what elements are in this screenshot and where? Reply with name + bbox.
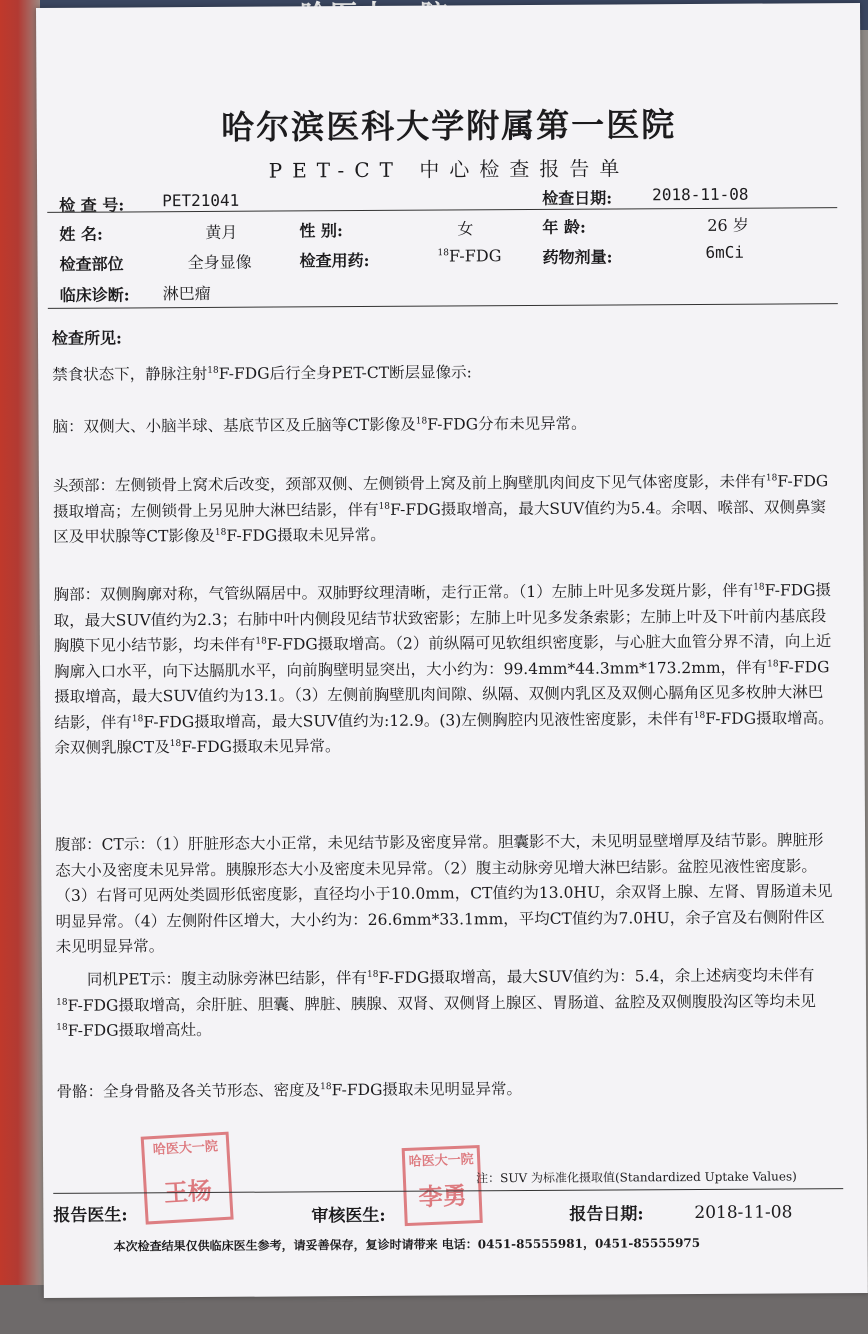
- doctor-seal-name: 王杨: [163, 1176, 213, 1208]
- report-date-label: 报告日期:: [569, 1204, 644, 1225]
- exam-date-label: 检查日期:: [542, 188, 613, 208]
- findings-abdomen: 腹部：CT示：（1）肝脏形态大小正常，未见结节影及密度异常。胆囊影不大，未见明显壁增厚及结节影。脾脏形态大小及密度未见异常。胰腺形态大小及密度未见异常。（2）腹主动脉旁见增大淋巴结影。盆腔见液性密度影。（3）右肾可见两处类圆形低密度影，直径均小于10.0mm，CT值约为13.0HU，余双肾上腺、左肾、胃肠道未见明显异常。（4）左侧附件区增大，大小约为：26.6mm*33.1mm，平均CT值约为7.0HU，余子宫及右侧附件区未见明显异常。: [55, 831, 833, 956]
- doctor-seal-stamp: [141, 1132, 234, 1225]
- drug: [437, 246, 501, 265]
- findings-head-neck: 头颈部：左侧锁骨上窝术后改变，颈部双侧、左侧锁骨上窝及前上胸壁肌肉间皮下见气体密度影，未伴有$^{18}$F-FDG摄取增高；左侧锁骨上另见肿大淋巴结影，伴有$^{18}$F-FDG摄取增高，最大SUV值约为5.4。余咽、喉部、双侧鼻窦区及甲状腺等CT影像及$^{18}$F-FDG摄取未见异常。: [52, 472, 829, 546]
- body-part-label: 检查部位: [59, 254, 124, 274]
- suv-note: 注：SUV 为标准化摄取值(Standardized Uptake Values): [476, 1169, 797, 1186]
- exam-date: 2018-11-08: [652, 184, 749, 205]
- age-label: 年 龄:: [542, 217, 586, 237]
- patient-name: 黄月: [205, 222, 238, 242]
- exam-no-label: 检 查 号:: [59, 195, 125, 215]
- gender-label: 性 别:: [299, 221, 343, 241]
- dose: 6mCi: [705, 242, 745, 262]
- findings-bone: 骨骼：全身骨骼及各关节形态、密度及$^{18}$F-FDG摄取未见明显异常。: [56, 1080, 523, 1101]
- report-date: 2018-11-08: [694, 1202, 793, 1224]
- findings-brain: 脑：双侧大、小脑半球、基底节区及丘脑等CT影像及$^{18}$F-FDG分布未见异常。: [52, 414, 587, 436]
- report-doctor-label: 报告医生:: [53, 1205, 128, 1226]
- drug-isotope: 18: [437, 248, 449, 259]
- findings-abdomen-pet: 同机PET示：腹主动脉旁淋巴结影，伴有$^{18}$F-FDG摄取增高，最大SUV值约为：5.4，余上述病变均未伴有$^{18}$F-FDG摄取增高，余肝脏、胆囊、脾脏、胰腺、双肾、双侧肾上腺区、胃肠道、盆腔及双侧腹股沟区等均未见$^{18}$F-FDG摄取增高灶。: [56, 966, 816, 1040]
- doctor-seal-org: 哈医大一院: [152, 1139, 219, 1159]
- diagnosis: 淋巴瘤: [162, 283, 211, 304]
- patient-gender: 女: [457, 219, 474, 239]
- body-part: 全身显像: [187, 252, 252, 273]
- findings-intro: 禁食状态下，静脉注射$^{18}$F-FDG后行全身PET-CT断层显像示:: [52, 363, 472, 384]
- reviewer-label: 审核医生:: [311, 1205, 386, 1227]
- findings-heading: 检查所见:: [51, 328, 122, 348]
- disclaimer: 本次检查结果仅供临床医生参考，请妥善保存，复诊时请带来 电话：0451-85555981，0451-85555975: [113, 1235, 701, 1254]
- reviewer-seal-name: 李勇: [418, 1181, 468, 1212]
- diagnosis-label: 临床诊断:: [59, 285, 130, 305]
- hospital-name: 哈尔滨医科大学附属第一医院: [221, 105, 677, 147]
- name-label: 姓 名:: [59, 224, 103, 244]
- report-paper: [36, 3, 868, 1298]
- drug-label: 检查用药:: [299, 250, 370, 271]
- reviewer-seal-stamp: [402, 1145, 483, 1226]
- findings-chest: 胸部：双侧胸廓对称，气管纵隔居中。双肺野纹理清晰，走行正常。（1）左肺上叶见多发斑片影，伴有$^{18}$F-FDG摄取，最大SUV值约为2.3；右肺中叶内侧段见结节状致密影；左肺上叶见多发条索影；左肺上叶及下叶前内基底段胸膜下见小结节影，均未伴有$^{18}$F-FDG摄取增高。（2）前纵隔可见软组织密度影，与心脏大血管分界不清，向上近胸廓入口水平，向下达膈肌水平，向前胸壁明显突出，大小约为：99.4mm*44.3mm*173.2mm，伴有$^{18}$F-FDG摄取增高，最大SUV值约为13.1。（3）左侧前胸壁肌肉间隙、纵隔、双侧内乳区及双侧心膈角区见多枚肿大淋巴结影，伴有$^{18}$F-FDG摄取增高，最大SUV值约为:12.9。(3)左侧胸腔内见液性密度影，未伴有$^{18}$F-FDG摄取增高。余双侧乳腺CT及$^{18}$F-FDG摄取未见异常。: [53, 581, 834, 757]
- patient-age: 26 岁: [707, 215, 749, 235]
- reviewer-seal-org: 哈医大一院: [408, 1152, 474, 1170]
- drug-name: F-FDG: [448, 246, 502, 266]
- report-title: PET-CT 中心检查报告单: [268, 156, 630, 183]
- exam-no: PET21041: [162, 190, 240, 211]
- dose-label: 药物剂量:: [542, 247, 613, 267]
